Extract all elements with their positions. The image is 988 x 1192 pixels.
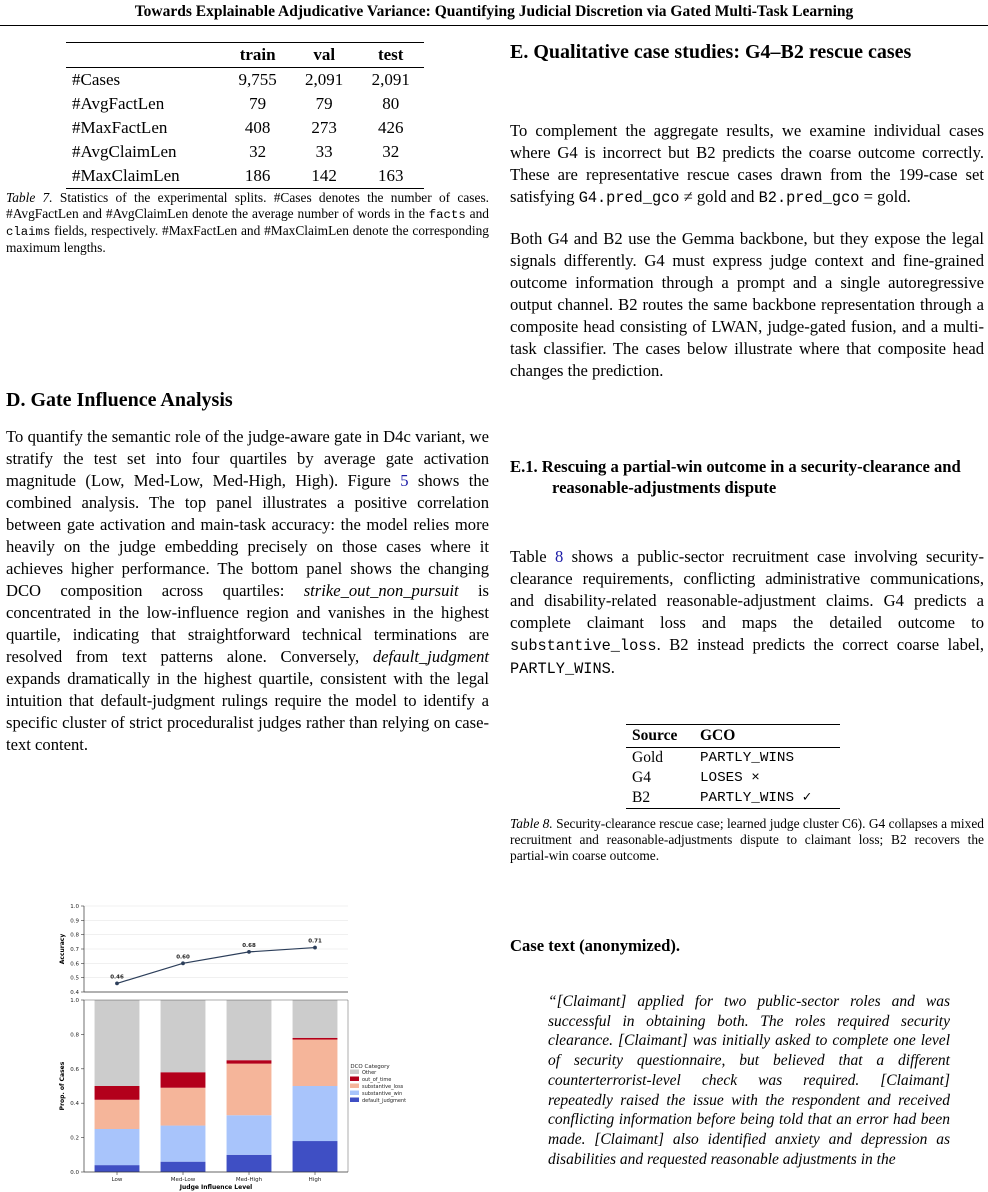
y-tick-label: 1.0 <box>70 998 79 1004</box>
caption-label: Table 7. <box>6 190 53 205</box>
accuracy-point <box>115 982 119 986</box>
table-row <box>66 92 424 116</box>
table-cell: PARTLY_WINS <box>699 750 795 766</box>
table-cell: 408 <box>244 118 271 137</box>
y-tick-label: 0.4 <box>70 990 79 996</box>
accuracy-point <box>247 950 251 954</box>
case-quote: “[Claimant] applied for two public-sector roles and was successful in obtaining both. The roles required security clearance. [Claimant] was initially asked to complete one level of security questionnaire, but believed that a different counterterrorist-level check was required. [Claimant] repeatedly raised the issue with the respondent and received conflicting information before being told that an error had been made. [Claimant] also identified anxiety and depression as disabilities and requested reasonable adjustments in the <box>548 993 950 1168</box>
paragraph-text: To complement the aggregate results, we examine individual cases where G4 is incorrect but B2 predicts the coarse outcome correctly. These are representative rescue cases drawn from the 199-case set satisfying <box>510 121 984 206</box>
table-cell: Gold <box>632 749 663 766</box>
table-cell: #MaxFactLen <box>72 118 168 137</box>
table-row <box>626 788 840 809</box>
caption-text: and <box>465 206 489 221</box>
bar-segment <box>293 1086 338 1141</box>
inline-code: PARTLY_WINS <box>510 660 611 678</box>
caption-code: claims <box>6 225 51 239</box>
bar-segment <box>161 1162 206 1172</box>
table-cell: #AvgClaimLen <box>72 142 177 161</box>
bar-segment <box>95 1100 140 1129</box>
table-row <box>66 140 424 164</box>
bar-segment <box>293 1038 338 1040</box>
bar-segment <box>161 1072 206 1087</box>
table-cell: 273 <box>311 118 337 137</box>
table-7 <box>66 42 424 189</box>
y-axis-label: Accuracy <box>59 933 66 965</box>
table-cell: 9,755 <box>238 70 277 89</box>
legend-title: DCO Category <box>350 1064 390 1070</box>
table-cell: 2,091 <box>305 70 344 89</box>
x-tick-label: Med-Low <box>170 1177 196 1183</box>
accuracy-point <box>313 946 317 950</box>
table-cell: 79 <box>249 94 267 113</box>
legend-swatch <box>350 1098 359 1103</box>
bar-segment <box>227 1115 272 1155</box>
paragraph-text: = gold. <box>859 187 911 206</box>
accuracy-data-label: 0.68 <box>242 942 256 949</box>
table-cell: 33 <box>315 142 333 161</box>
section-d-title: D. Gate Influence Analysis <box>6 389 233 411</box>
inline-code: B2.pred_gco <box>758 189 860 207</box>
y-tick-label: 0.5 <box>70 975 79 982</box>
section-e1-title: E.1. Rescuing a partial-win outcome in a security-clearance and reasonable-adjustments dispute <box>510 457 961 497</box>
paragraph-text: Table <box>510 547 555 566</box>
y-tick-label: 1.0 <box>70 904 79 910</box>
caption-text: fields, respectively. #MaxFactLen and #MaxClaimLen denote the corresponding maximum lengths. <box>6 223 489 255</box>
table-cell: B2 <box>632 789 651 806</box>
caption-text: Security-clearance rescue case; learned judge cluster C6). G4 collapses a mixed recruitment and reasonable-adjustments dispute to claimant loss; B2 recovers the partial-win coarse outcome. <box>510 816 984 863</box>
bar-segment <box>95 1165 140 1172</box>
inline-code: G4.pred_gco <box>578 189 680 207</box>
table-col-header: train <box>239 45 276 64</box>
y-tick-label: 0.7 <box>70 947 79 953</box>
accuracy-data-label: 0.46 <box>110 974 124 981</box>
bar-segment <box>227 1060 272 1063</box>
table-col-header: GCO <box>699 727 736 744</box>
table-cell: 79 <box>315 94 333 113</box>
legend-label: default_judgment <box>362 1098 407 1104</box>
legend-swatch <box>350 1084 359 1089</box>
section-e-title: E. Qualitative case studies: G4–B2 rescue cases <box>510 41 912 63</box>
table-link[interactable]: 8 <box>554 547 564 566</box>
paragraph-text: . B2 instead predicts the correct coarse label, <box>656 635 984 654</box>
table-cell: PARTLY_WINS ✓ <box>699 790 812 806</box>
table-header-row <box>626 725 840 748</box>
table-row <box>626 748 840 769</box>
y-tick-label: 0.0 <box>70 1170 79 1176</box>
paragraph-text: To quantify the semantic role of the judge-aware gate in D4c variant, we stratify the test set into four quartiles by average gate activation magnitude (Low, Med-Low, Med-High, High). Figure <box>6 427 489 490</box>
table-cell: #AvgFactLen <box>72 94 165 113</box>
table-cell: 2,091 <box>371 70 410 89</box>
paragraph-text: expands dramatically in the highest quartile, consistent with the legal intuition that default-judgment rulings require the model to identify a specific cluster of strict proceduralist judges rather than relying on case-text content. <box>6 669 489 754</box>
accuracy-line <box>117 948 315 984</box>
legend-label: Other <box>362 1070 377 1076</box>
emphasis-term: strike_out_non_pursuit <box>303 581 459 600</box>
table-8-caption <box>510 816 984 864</box>
section-d-paragraph <box>6 426 489 756</box>
table-col-header: val <box>313 45 336 64</box>
bar-segment <box>95 1129 140 1165</box>
accuracy-data-label: 0.60 <box>176 954 190 961</box>
paragraph-text: ≠ gold and <box>679 187 759 206</box>
running-header: Towards Explainable Adjudicative Variance: Quantifying Judicial Discretion via Gated Multi-Task Learning <box>0 0 988 26</box>
inline-code: substantive_loss <box>510 637 657 655</box>
legend-swatch <box>350 1070 359 1075</box>
y-tick-label: 0.2 <box>70 1135 79 1142</box>
emphasis-term: default_judgment <box>372 647 489 666</box>
legend-label: out_of_time <box>362 1077 392 1083</box>
bar-segment <box>161 1088 206 1126</box>
bar-segment <box>95 1086 140 1100</box>
y-tick-label: 0.4 <box>70 1101 79 1108</box>
table-7-caption <box>6 190 489 256</box>
case-text-heading: Case text (anonymized). <box>510 936 681 955</box>
caption-label: Table 8. <box>510 816 553 831</box>
legend-label: substantive_loss <box>362 1084 404 1090</box>
x-tick-label: Med-High <box>235 1177 263 1183</box>
x-axis-label: Judge Influence Level <box>179 1184 253 1191</box>
table-cell: LOSES × <box>699 770 760 786</box>
bar-segment <box>227 1064 272 1116</box>
section-e1-paragraph <box>510 546 984 680</box>
table-cell: 80 <box>382 94 400 113</box>
accuracy-point <box>181 961 185 965</box>
y-tick-label: 0.8 <box>70 1032 79 1039</box>
paragraph-text: shows the combined analysis. The top panel illustrates a positive correlation between gate activation and main-task accuracy: the model relies more heavily on the judge embedding precisely on those cases where it achieves higher performance. The bottom panel shows the changing DCO composition across quartiles: <box>6 471 490 600</box>
table-cell: 32 <box>382 142 400 161</box>
table-cell: 32 <box>249 142 267 161</box>
table-col-header: Source <box>632 727 678 744</box>
table-row <box>66 116 424 140</box>
table-cell: 426 <box>377 118 404 137</box>
bar-segment <box>227 1000 272 1060</box>
paragraph-text: . <box>610 658 615 677</box>
figure-5 <box>54 898 454 1192</box>
x-tick-label: High <box>308 1177 322 1183</box>
table-header-row <box>66 43 424 68</box>
bar-segment <box>161 1126 206 1162</box>
table-col-header: test <box>377 45 404 64</box>
accuracy-data-label: 0.71 <box>308 938 322 945</box>
bar-segment <box>293 1141 338 1172</box>
figure-link[interactable]: 5 <box>400 471 409 490</box>
table-col-header <box>66 43 224 68</box>
table-8 <box>626 724 840 809</box>
y-tick-label: 0.9 <box>70 918 79 925</box>
y-tick-label: 0.6 <box>70 961 79 968</box>
bar-segment <box>161 1000 206 1072</box>
bar-segment <box>293 1000 338 1038</box>
legend-swatch <box>350 1091 359 1096</box>
y-axis-label: Prop. of Cases <box>59 1061 66 1111</box>
y-tick-label: 0.8 <box>70 932 79 939</box>
paragraph-text: shows a public-sector recruitment case involving security-clearance requirements, conflicting administrative communications, and disability-related reasonable-adjustment claims. G4 predicts a complete claimant loss and maps the detailed outcome to <box>510 547 985 632</box>
paragraph-text: is concentrated in the low-influence region and vanishes in the highest quartile, indicating that straightforward technical terminations are resolved from text patterns alone. Conversely, <box>6 581 490 666</box>
x-tick-label: Low <box>111 1177 123 1183</box>
bar-segment <box>227 1155 272 1172</box>
caption-text: Statistics of the experimental splits. #Cases denotes the number of cases. #AvgFactLen and #AvgClaimLen denote the average number of words in the <box>6 190 489 221</box>
legend-swatch <box>350 1077 359 1082</box>
table-cell: 186 <box>244 166 271 185</box>
table-row <box>626 768 840 788</box>
table-cell: #MaxClaimLen <box>72 166 180 185</box>
table-cell: 163 <box>377 166 404 185</box>
legend-label: substantive_win <box>362 1091 403 1097</box>
table-row <box>66 164 424 189</box>
y-tick-label: 0.6 <box>70 1066 79 1073</box>
table-row <box>66 68 424 93</box>
section-e-paragraph-1 <box>510 120 984 209</box>
table-cell: 142 <box>311 166 337 185</box>
table-cell: G4 <box>632 769 651 786</box>
table-cell: #Cases <box>72 70 121 89</box>
section-e-paragraph-2: Both G4 and B2 use the Gemma backbone, but they expose the legal signals differently. G4 must express judge context and fine-grained outcome information through a prompt and a single autoregressive output channel. B2 routes the same backbone representation through a composite head consisting of LWAN, judge-gated fusion, and a multi-task classifier. The cases below illustrate where that composite head changes the prediction. <box>510 229 984 380</box>
bar-segment <box>95 1000 140 1086</box>
caption-code: facts <box>428 208 466 222</box>
bar-segment <box>293 1040 338 1086</box>
